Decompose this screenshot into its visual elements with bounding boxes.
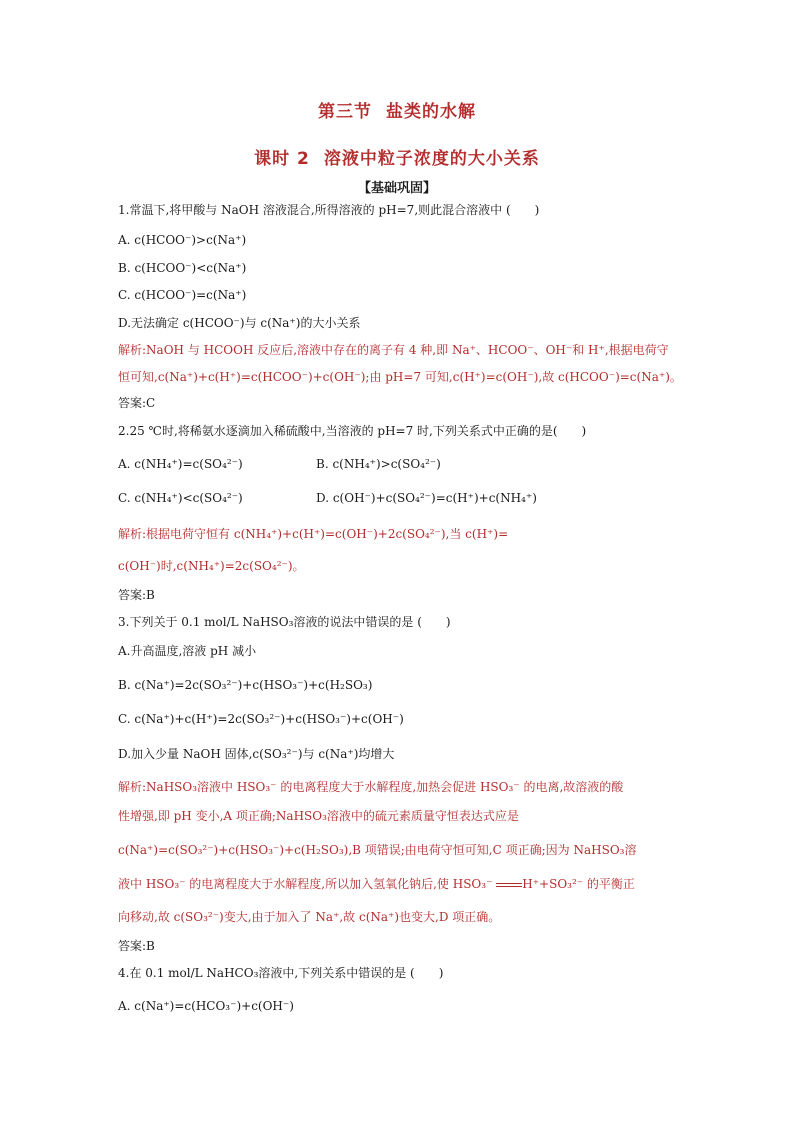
q3-option-c: C. c(Na⁺)+c(H⁺)=2c(SO₃²⁻)+c(HSO₃⁻)+c(OH⁻) [118, 712, 404, 726]
q3-stem: 3.下列关于 0.1 mol/L NaHSO₃溶液的说法中错误的是 ( ) [118, 615, 451, 629]
q1-option-b: B. c(HCOO⁻)<c(Na⁺) [118, 261, 247, 275]
q2-option-c: C. c(NH₄⁺)<c(SO₄²⁻) [118, 491, 243, 505]
q3-explanation-line4-part1: 液中 HSO₃⁻ 的电离程度大于水解程度,所以加入氢氧化钠后,使 HSO₃⁻ [118, 877, 493, 891]
q1-option-d: D.无法确定 c(HCOO⁻)与 c(Na⁺)的大小关系 [118, 316, 361, 330]
q4-option-a: A. c(Na⁺)=c(HCO₃⁻)+c(OH⁻) [118, 999, 294, 1013]
q4-stem: 4.在 0.1 mol/L NaHCO₃溶液中,下列关系中错误的是 ( ) [118, 966, 444, 980]
q1-explanation-line2: 恒可知,c(Na⁺)+c(H⁺)=c(HCOO⁻)+c(OH⁻);由 pH=7 可知,c(H⁺)=c(OH⁻),故 c(HCOO⁻)=c(Na⁺)。 [118, 370, 682, 384]
section-number: 第三节 [318, 102, 372, 122]
q2-explanation-line1: 解析:根据电荷守恒有 c(NH₄⁺)+c(H⁺)=c(OH⁻)+2c(SO₄²⁻),当 c(H⁺)= [118, 527, 509, 541]
q1-option-c: C. c(HCOO⁻)=c(Na⁺) [118, 288, 247, 302]
q2-answer: 答案:B [118, 588, 155, 602]
q3-explanation-line5: 向移动,故 c(SO₃²⁻)变大,由于加入了 Na⁺,故 c(Na⁺)也变大,D 项正确。 [118, 910, 501, 924]
q3-explanation-line2: 性增强,即 pH 变小,A 项正确;NaHSO₃溶液中的硫元素质量守恒表达式应是 [118, 809, 519, 823]
q3-option-b: B. c(Na⁺)=2c(SO₃²⁻)+c(HSO₃⁻)+c(H₂SO₃) [118, 678, 373, 692]
q1-explanation-line1: 解析:NaOH 与 HCOOH 反应后,溶液中存在的离子有 4 种,即 Na⁺、HCOO⁻、OH⁻和 H⁺,根据电荷守 [118, 343, 669, 357]
q2-option-b: B. c(NH₄⁺)>c(SO₄²⁻) [316, 457, 441, 471]
q2-explanation-line2: c(OH⁻)时,c(NH₄⁺)=2c(SO₄²⁻)。 [118, 559, 305, 573]
q2-option-d: D. c(OH⁻)+c(SO₄²⁻)=c(H⁺)+c(NH₄⁺) [316, 491, 537, 505]
equilibrium-arrow-icon [496, 882, 522, 888]
section-heading [0, 97, 794, 122]
q2-stem: 2.25 ℃时,将稀氨水逐滴加入稀硫酸中,当溶液的 pH=7 时,下列关系式中正确的是( ) [118, 424, 587, 438]
lesson-number: 课时 2 [254, 149, 310, 169]
q1-stem: 1.常温下,将甲酸与 NaOH 溶液混合,所得溶液的 pH=7,则此混合溶液中 ( ) [118, 203, 540, 217]
q3-answer: 答案:B [118, 939, 155, 953]
q3-explanation-line4-part2: H⁺+SO₃²⁻ 的平衡正 [522, 877, 635, 891]
section-title: 盐类的水解 [386, 102, 476, 122]
q1-answer: 答案:C [118, 396, 156, 410]
q1-option-a: A. c(HCOO⁻)>c(Na⁺) [118, 233, 247, 247]
q3-option-a: A.升高温度,溶液 pH 减小 [118, 644, 257, 658]
q3-option-d: D.加入少量 NaOH 固体,c(SO₃²⁻)与 c(Na⁺)均增大 [118, 747, 395, 761]
lesson-title: 溶液中粒子浓度的大小关系 [323, 149, 540, 169]
category-label: 【基础巩固】 [357, 181, 436, 196]
q2-option-a: A. c(NH₄⁺)=c(SO₄²⁻) [118, 457, 243, 471]
lesson-heading [0, 144, 794, 169]
q3-explanation-line1: 解析:NaHSO₃溶液中 HSO₃⁻ 的电离程度大于水解程度,加热会促进 HSO₃⁻ 的电离,故溶液的酸 [118, 780, 624, 794]
q3-explanation-line4 [118, 876, 635, 892]
q3-explanation-line3: c(Na⁺)=c(SO₃²⁻)+c(HSO₃⁻)+c(H₂SO₃),B 项错误;由电荷守恒可知,C 项正确;因为 NaHSO₃溶 [118, 843, 637, 857]
